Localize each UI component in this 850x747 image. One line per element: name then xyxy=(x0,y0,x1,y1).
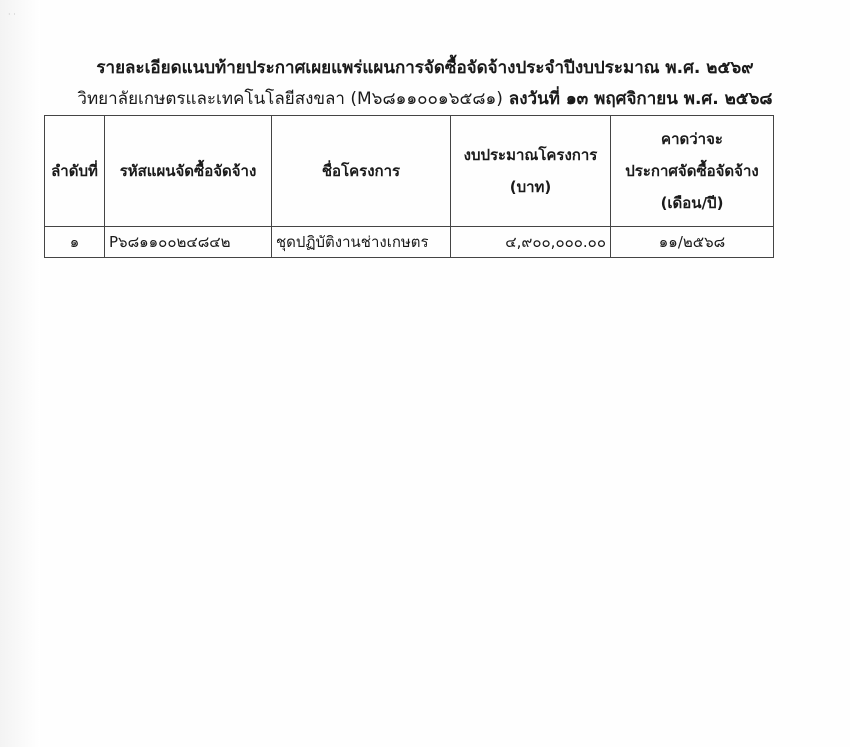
organization-name: วิทยาลัยเกษตรและเทคโนโลยีสงขลา (M๖๘๑๑๐๐๑๖๕๘๑) xyxy=(77,89,503,109)
document-subtitle xyxy=(0,87,850,111)
column-header-seq: ลำดับที่ xyxy=(45,116,105,227)
column-header-plan-code: รหัสแผนจัดซื้อจัดจ้าง xyxy=(105,116,272,227)
column-header-budget: งบประมาณโครงการ (บาท) xyxy=(451,116,611,227)
scan-edge-shadow xyxy=(0,0,40,747)
procurement-plan-table xyxy=(44,115,774,258)
table-header-row xyxy=(45,116,774,227)
cell-seq: ๑ xyxy=(45,227,105,258)
document-title: รายละเอียดแนบท้ายประกาศเผยแพร่แผนการจัดซื้อจัดจ้างประจำปีงบประมาณ พ.ศ. ๒๕๖๙ xyxy=(96,58,754,78)
announcement-date: ลงวันที่ ๑๓ พฤศจิกายน พ.ศ. ๒๕๖๘ xyxy=(502,89,773,109)
scan-speck: · · xyxy=(8,10,16,19)
cell-budget: ๔,๙๐๐,๐๐๐.๐๐ xyxy=(451,227,611,258)
cell-plan-code: P๖๘๑๑๐๐๒๔๘๔๒ xyxy=(105,227,272,258)
table-row xyxy=(45,227,774,258)
column-header-project-name: ชื่อโครงการ xyxy=(272,116,451,227)
column-header-expected-date: คาดว่าจะ ประกาศจัดซื้อจัดจ้าง (เดือน/ปี) xyxy=(611,116,774,227)
cell-expected-date: ๑๑/๒๕๖๘ xyxy=(611,227,774,258)
cell-project-name: ชุดปฏิบัติงานช่างเกษตร xyxy=(272,227,451,258)
